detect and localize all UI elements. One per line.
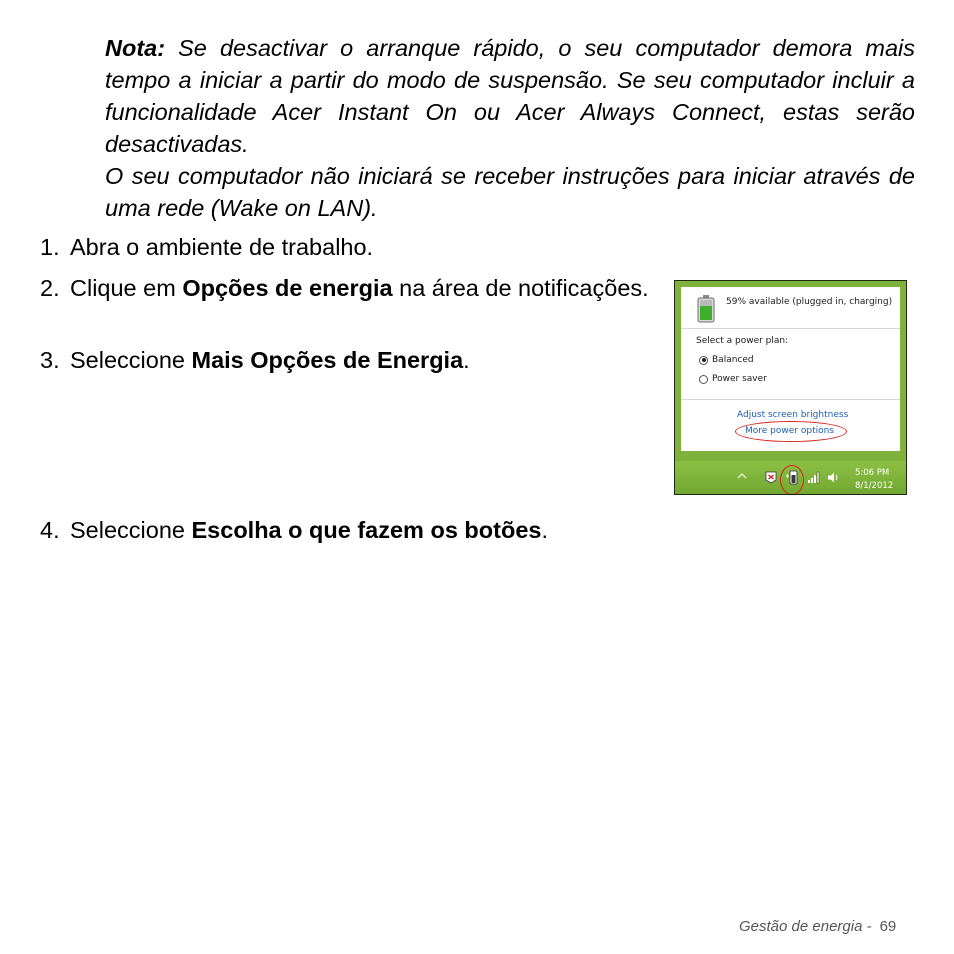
note-paragraph-2: O seu computador não iniciará se receber instruções para iniciar através de uma rede (Wake on LAN).: [105, 163, 915, 221]
page-number: 69: [879, 918, 897, 935]
taskbar: [675, 461, 906, 494]
power-flyout-panel: [681, 287, 900, 451]
step-text: Seleccione Mais Opções de Energia.: [70, 347, 470, 373]
plan-option-balanced[interactable]: [699, 354, 754, 366]
highlight-circle: [735, 421, 847, 442]
taskbar-clock[interactable]: [855, 467, 893, 493]
note-label: Nota:: [105, 35, 166, 61]
footer-section-title: Gestão de energia -: [739, 918, 872, 935]
note-text-1: Se desactivar o arranque rápido, o seu computador demora mais tempo a iniciar a partir do modo de suspensão. Se seu computador incluir a funcionalidade Acer Instant On ou Acer Always Connect, estas serão desactivadas.: [105, 35, 915, 157]
power-flyout-screenshot: [674, 280, 907, 495]
battery-status-text: 59% available (plugged in, charging): [726, 297, 893, 307]
step-number: 2.: [40, 275, 60, 301]
step-text: Seleccione Escolha o que fazem os botões.: [70, 517, 548, 543]
radio-button[interactable]: [699, 375, 708, 384]
clock-date: 8/1/2012: [855, 481, 894, 491]
step-bold-term: Escolha o que fazem os botões: [191, 517, 542, 543]
divider: [681, 328, 900, 329]
step-bold-term: Mais Opções de Energia: [191, 347, 464, 373]
step-bold-term: Opções de energia: [182, 275, 393, 301]
highlight-circle: [780, 465, 804, 495]
more-power-options-link[interactable]: More power options: [745, 426, 834, 436]
clock-time: 5:06 PM: [855, 468, 890, 478]
step-number: 1.: [40, 234, 60, 260]
note-paragraph-1: [105, 32, 915, 160]
volume-icon[interactable]: [827, 471, 840, 484]
step-number: 3.: [40, 347, 60, 373]
signal-icon[interactable]: [807, 471, 820, 484]
plan-option-label: Balanced: [712, 355, 754, 365]
step-number: 4.: [40, 517, 60, 543]
radio-button-checked[interactable]: [699, 356, 708, 365]
step-text: Abra o ambiente de trabalho.: [70, 234, 374, 260]
chevron-up-icon[interactable]: [735, 469, 749, 483]
action-center-icon[interactable]: [764, 471, 778, 484]
page-footer: [739, 918, 896, 935]
plan-option-power-saver[interactable]: [699, 373, 767, 385]
divider: [681, 399, 900, 400]
plan-option-label: Power saver: [712, 374, 767, 384]
power-plan-heading: Select a power plan:: [696, 336, 789, 346]
battery-icon: [697, 295, 715, 323]
step-text: Clique em Opções de energia na área de notificações.: [70, 275, 649, 301]
adjust-brightness-link[interactable]: Adjust screen brightness: [737, 410, 849, 420]
note-block: [105, 32, 915, 224]
